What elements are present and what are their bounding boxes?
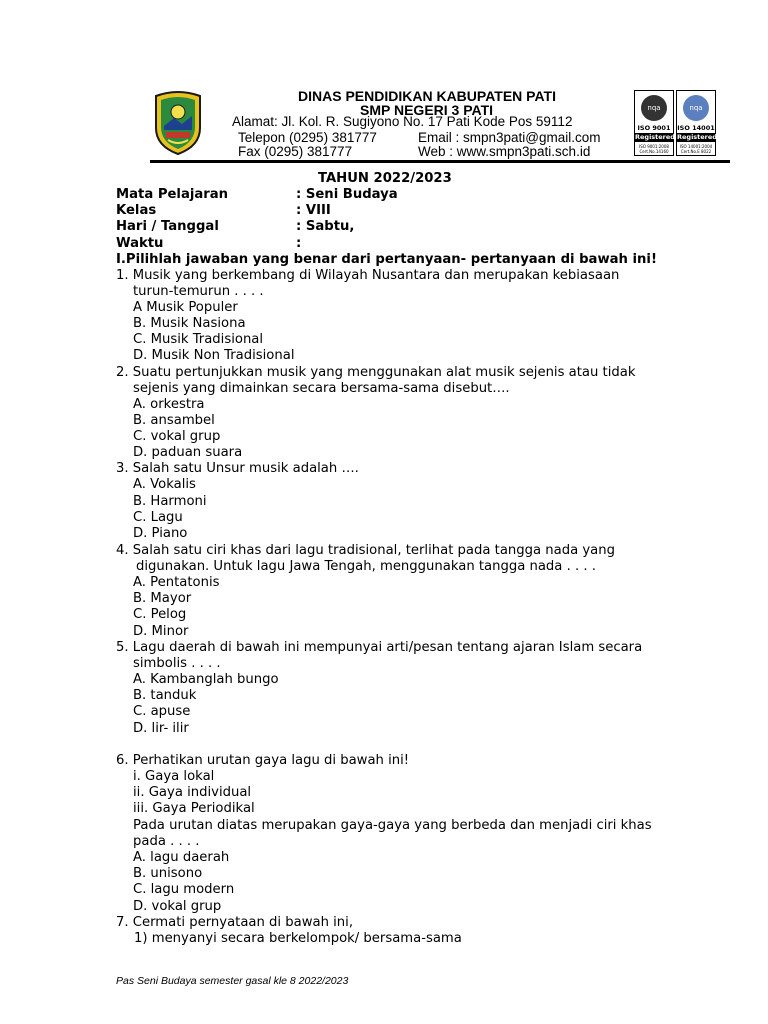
meta-value: : Seni Budaya xyxy=(296,187,398,202)
exam-year: TAHUN 2022/2023 xyxy=(318,171,452,186)
iso-code: ISO 9001 xyxy=(637,124,671,132)
answer-option: C. Musik Tradisional xyxy=(133,332,264,347)
question-text: i. Gaya lokal xyxy=(133,769,215,784)
question-text: pada . . . . xyxy=(133,834,200,849)
header-phone: Telepon (0295) 381777 xyxy=(238,130,377,145)
meta-value: : VIII xyxy=(296,203,331,218)
answer-option: D. Piano xyxy=(133,526,188,541)
regency-emblem-icon xyxy=(152,90,204,156)
nqa-logo-icon: nqa xyxy=(683,95,709,121)
meta-label: Waktu xyxy=(116,236,164,251)
meta-label: Kelas xyxy=(116,203,157,218)
iso-code: ISO 14001 xyxy=(677,124,715,132)
letterhead xyxy=(148,86,718,162)
meta-value: : xyxy=(296,236,302,251)
answer-option: A Musik Populer xyxy=(133,300,238,315)
answer-option: A. lagu daerah xyxy=(133,850,230,865)
answer-option: B. unisono xyxy=(133,866,203,881)
answer-option: D. Musik Non Tradisional xyxy=(133,348,295,363)
header-web: Web : www.smpn3pati.sch.id xyxy=(418,144,591,159)
header-org: DINAS PENDIDIKAN KABUPATEN PATI xyxy=(298,88,556,104)
header-divider xyxy=(150,160,730,163)
answer-option: A. Pentatonis xyxy=(133,575,220,590)
question-text: ii. Gaya individual xyxy=(133,785,252,800)
header-email: Email : smpn3pati@gmail.com xyxy=(418,130,601,145)
answer-option: B. Mayor xyxy=(133,591,192,606)
iso-registered: Registered xyxy=(677,133,717,141)
answer-option: D. paduan suara xyxy=(133,445,243,460)
iso-cert: ISO 9001:2008 Cert.No.14160 xyxy=(639,144,669,154)
question-text: Pada urutan diatas merupakan gaya-gaya yang berbeda dan menjadi ciri khas xyxy=(133,818,652,833)
answer-option: D. lir- ilir xyxy=(133,721,189,736)
question-text: 2. Suatu pertunjukkan musik yang menggunakan alat musik sejenis atau tidak xyxy=(116,365,636,380)
iso-9001-badge xyxy=(634,90,674,156)
meta-label: Hari / Tanggal xyxy=(116,219,219,234)
iso-cert: ISO 14001:2004 Cert.No.E 8022 xyxy=(679,144,713,154)
question-text: digunakan. Untuk lagu Jawa Tengah, menggunakan tangga nada . . . . xyxy=(136,559,596,574)
answer-option: C. vokal grup xyxy=(133,429,221,444)
answer-option: A. Vokalis xyxy=(133,477,196,492)
header-fax: Fax (0295) 381777 xyxy=(238,144,353,159)
answer-option: C. Lagu xyxy=(133,510,183,525)
answer-option: C. Pelog xyxy=(133,607,187,622)
meta-value: : Sabtu, xyxy=(296,219,355,234)
answer-option: A. Kambanglah bungo xyxy=(133,672,279,687)
answer-option: B. Harmoni xyxy=(133,494,207,509)
iso-14001-badge xyxy=(676,90,716,156)
iso-registered: Registered xyxy=(635,133,675,141)
answer-option: B. Musik Nasiona xyxy=(133,316,246,331)
answer-option: A. orkestra xyxy=(133,397,205,412)
instruction: I.Pilihlah jawaban yang benar dari pertanyaan- pertanyaan di bawah ini! xyxy=(116,252,657,267)
header-school: SMP NEGERI 3 PATI xyxy=(360,102,494,118)
question-text: 1. Musik yang berkembang di Wilayah Nusantara dan merupakan kebiasaan xyxy=(116,268,620,283)
answer-option: C. apuse xyxy=(133,704,191,719)
question-text: 3. Salah satu Unsur musik adalah …. xyxy=(116,461,359,476)
answer-option: D. Minor xyxy=(133,624,189,639)
question-text: simbolis . . . . xyxy=(133,656,221,671)
header-address: Alamat: Jl. Kol. R. Sugiyono No. 17 Pati Kode Pos 59112 xyxy=(232,114,573,129)
question-text: sejenis yang dimainkan secara bersama-sama disebut…. xyxy=(133,381,510,396)
answer-option: B. ansambel xyxy=(133,413,215,428)
question-text: 7. Cermati pernyataan di bawah ini, xyxy=(116,915,354,930)
answer-option: B. tanduk xyxy=(133,688,197,703)
page-footer: Pas Seni Budaya semester gasal kle 8 2022/2023 xyxy=(116,975,349,987)
question-text: 5. Lagu daerah di bawah ini mempunyai arti/pesan tentang ajaran Islam secara xyxy=(116,640,643,655)
question-text: iii. Gaya Periodikal xyxy=(133,801,255,816)
question-text: turun-temurun . . . . xyxy=(133,284,264,299)
question-text: 4. Salah satu ciri khas dari lagu tradisional, terlihat pada tangga nada yang xyxy=(116,543,615,558)
question-text: 1) menyanyi secara berkelompok/ bersama-sama xyxy=(134,931,462,946)
answer-option: D. vokal grup xyxy=(133,899,222,914)
answer-option: C. lagu modern xyxy=(133,882,235,897)
question-text: 6. Perhatikan urutan gaya lagu di bawah ini! xyxy=(116,753,410,768)
nqa-logo-icon: nqa xyxy=(641,95,667,121)
meta-label: Mata Pelajaran xyxy=(116,187,229,202)
